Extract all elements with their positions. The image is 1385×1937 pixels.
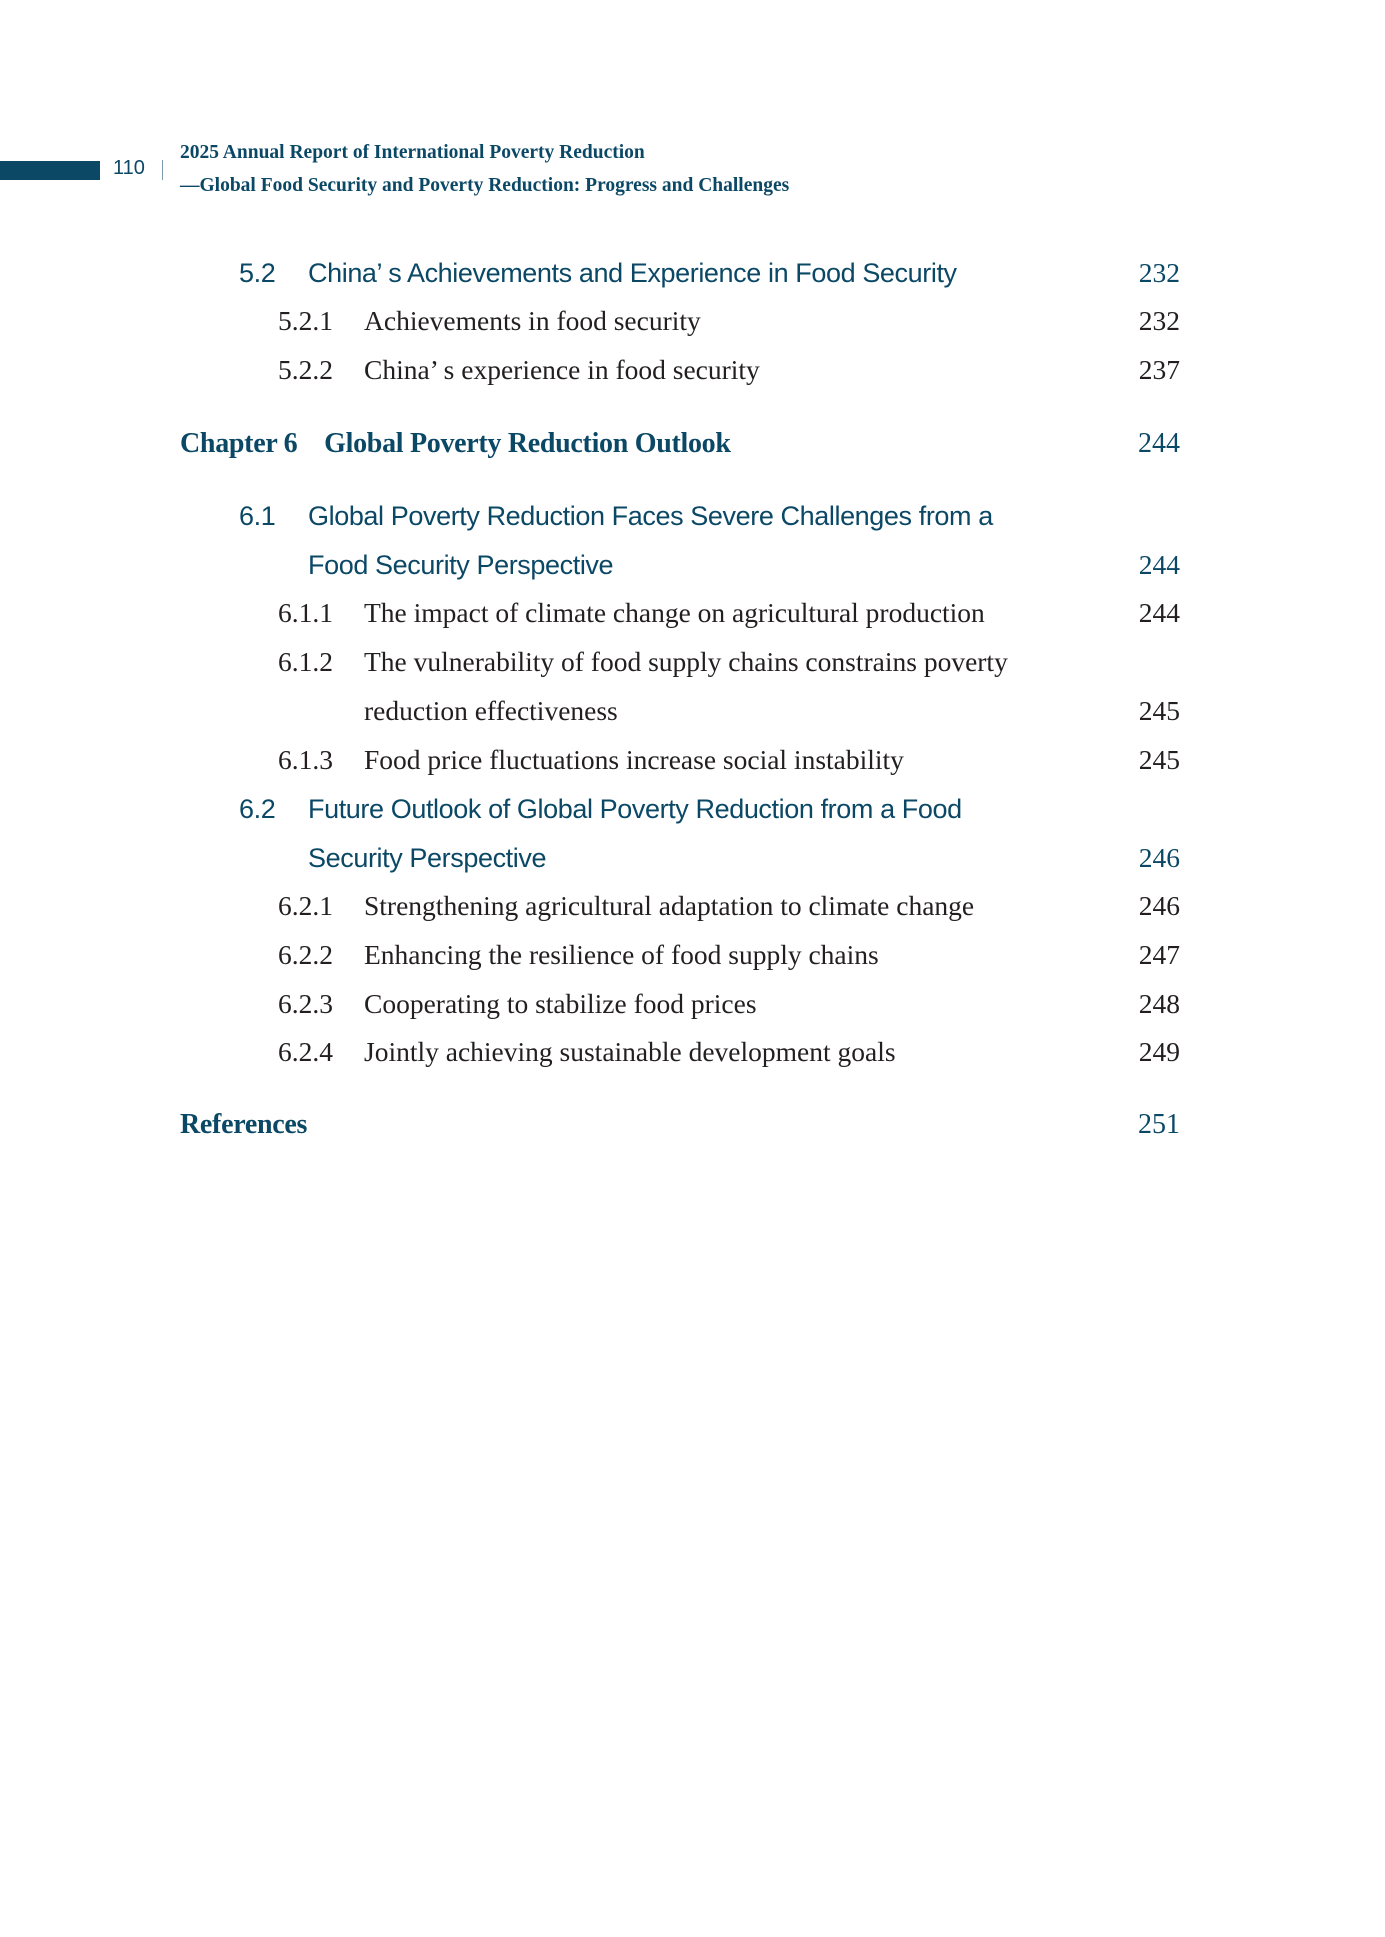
toc-number: 6.2.2	[278, 939, 333, 970]
toc-page: 244	[1138, 549, 1180, 580]
toc-number: 6.2.4	[278, 1036, 333, 1067]
toc-page: 246	[1138, 890, 1180, 921]
toc-references[interactable]	[0, 1105, 1385, 1145]
toc-section-5-2[interactable]	[0, 253, 1385, 293]
toc-subsection-6-2-2[interactable]	[0, 935, 1385, 975]
toc-title: Jointly achieving sustainable development goals	[364, 1036, 896, 1067]
toc-section-6-1[interactable]	[0, 496, 1385, 536]
toc-page: 248	[1138, 988, 1180, 1019]
toc-number: 6.2	[239, 794, 276, 824]
toc-page: 244	[1138, 428, 1180, 459]
toc-subsection-6-2-4[interactable]	[0, 1032, 1385, 1072]
toc-section-6-2-cont[interactable]	[0, 838, 1385, 878]
toc-number: 6.2.1	[278, 890, 333, 921]
toc-subsection-6-1-2-cont[interactable]	[0, 691, 1385, 731]
toc-title-line2: Security Perspective	[308, 843, 547, 873]
toc-title: Food price fluctuations increase social instability	[364, 744, 904, 775]
header-accent-bar	[0, 161, 100, 180]
toc-page: 245	[1138, 744, 1180, 775]
toc-page: 247	[1138, 939, 1180, 970]
toc-title-line1: The vulnerability of food supply chains constrains poverty	[364, 646, 1008, 677]
header-divider	[162, 160, 163, 180]
toc-number: 5.2	[239, 258, 276, 288]
toc-subsection-6-2-1[interactable]	[0, 886, 1385, 926]
toc-title-line2: reduction effectiveness	[364, 695, 618, 726]
toc-number: 6.1	[239, 501, 276, 531]
toc-page: 251	[1138, 1109, 1180, 1140]
toc-section-6-2[interactable]	[0, 789, 1385, 829]
running-header-subtitle: —Global Food Security and Poverty Reduction: Progress and Challenges	[180, 175, 790, 196]
toc-subsection-5-2-2[interactable]	[0, 350, 1385, 390]
toc-page: 244	[1138, 597, 1180, 628]
toc-page: 249	[1138, 1036, 1180, 1067]
toc-number: 6.1.1	[278, 597, 333, 628]
toc-title: Achievements in food security	[364, 305, 701, 336]
toc-subsection-6-1-3[interactable]	[0, 740, 1385, 780]
toc-page: 237	[1138, 354, 1180, 385]
toc-title: China’ s experience in food security	[364, 354, 760, 385]
toc-title-line2: Food Security Perspective	[308, 550, 614, 580]
toc-page: 245	[1138, 695, 1180, 726]
toc-number: 6.1.3	[278, 744, 333, 775]
page-number: 110	[113, 157, 145, 179]
toc-number: 5.2.1	[278, 305, 333, 336]
toc-number: 6.2.3	[278, 988, 333, 1019]
toc-title: China’ s Achievements and Experience in Food Security	[308, 258, 957, 288]
toc-title: Cooperating to stabilize food prices	[364, 988, 757, 1019]
toc-page: 232	[1138, 305, 1180, 336]
toc-title: The impact of climate change on agricultural production	[364, 597, 985, 628]
toc-title-line1: Future Outlook of Global Poverty Reduction from a Food	[308, 794, 962, 824]
toc-page: 232	[1138, 257, 1180, 288]
toc-title: Strengthening agricultural adaptation to climate change	[364, 890, 975, 921]
toc-subsection-6-1-2[interactable]	[0, 642, 1385, 682]
toc-number: 5.2.2	[278, 354, 333, 385]
toc-number: 6.1.2	[278, 646, 333, 677]
toc-chapter-6[interactable]	[0, 424, 1385, 464]
toc-page: 246	[1138, 842, 1180, 873]
toc-section-6-1-cont[interactable]	[0, 545, 1385, 585]
toc-title: Enhancing the resilience of food supply chains	[364, 939, 879, 970]
toc-subsection-6-2-3[interactable]	[0, 984, 1385, 1024]
running-header-title: 2025 Annual Report of International Poverty Reduction	[180, 142, 645, 163]
toc-subsection-5-2-1[interactable]	[0, 301, 1385, 341]
toc-title-line1: Global Poverty Reduction Faces Severe Challenges from a	[308, 501, 993, 531]
toc-title: Chapter 6 Global Poverty Reduction Outlook	[180, 428, 731, 459]
toc-subsection-6-1-1[interactable]	[0, 593, 1385, 633]
toc-title: References	[180, 1109, 308, 1140]
